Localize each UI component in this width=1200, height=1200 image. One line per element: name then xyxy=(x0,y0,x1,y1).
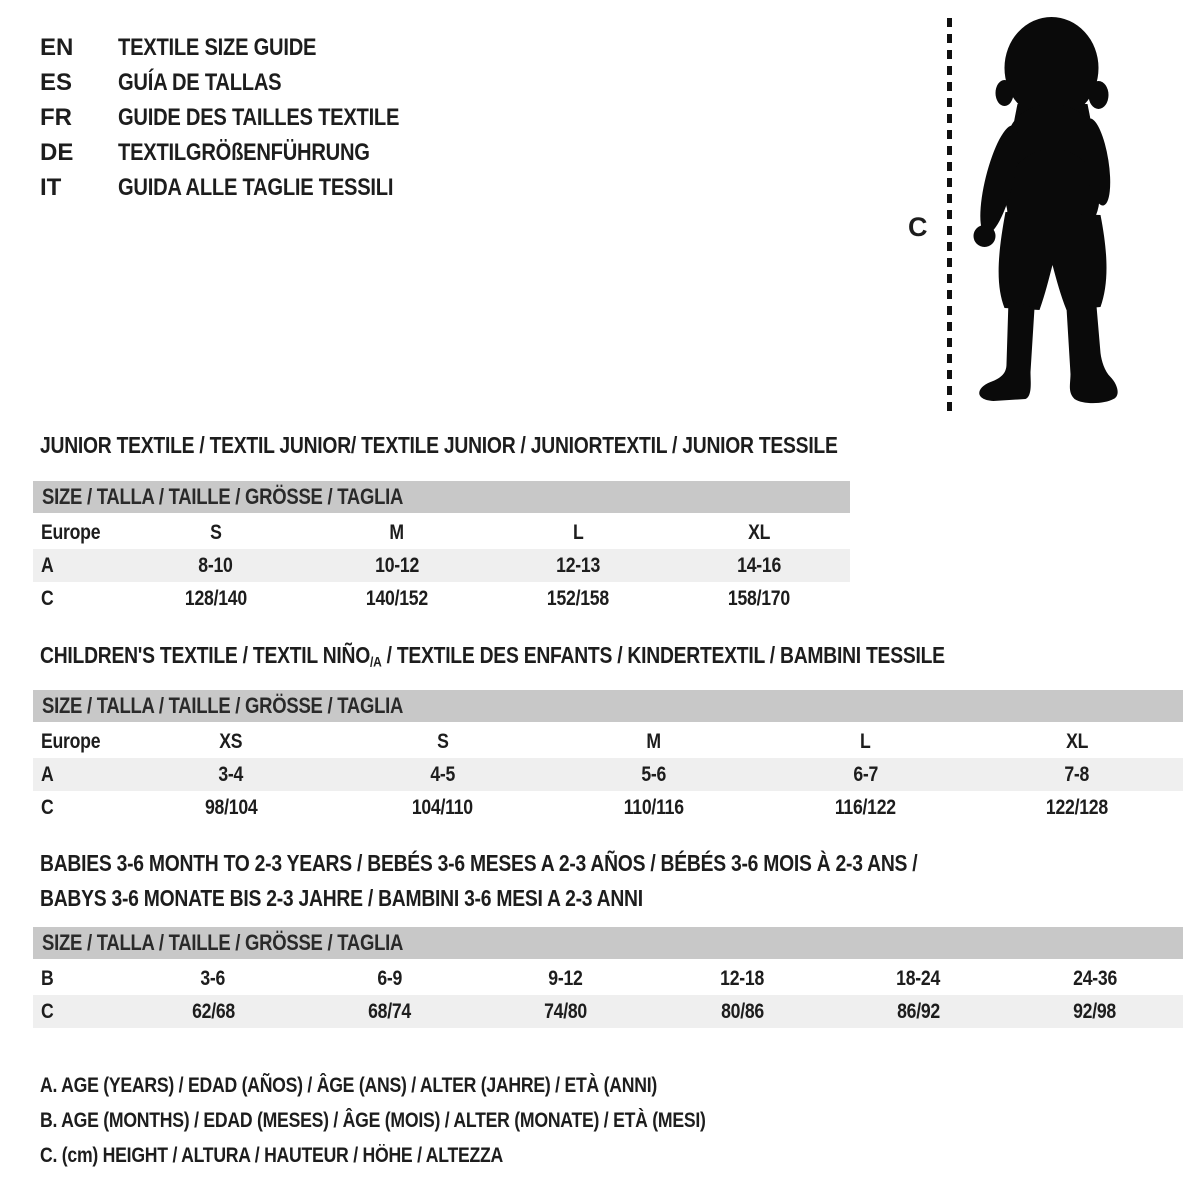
table-header-size xyxy=(33,927,1183,959)
lang-title: GUIDA ALLE TAGLIE TESSILI xyxy=(118,173,394,201)
table-row-age xyxy=(33,758,1183,791)
height-cell: 158/170 xyxy=(728,587,791,610)
months-cell: 9-12 xyxy=(548,967,583,990)
lang-title: TEXTILE SIZE GUIDE xyxy=(118,33,317,61)
table-row-height xyxy=(33,995,1183,1028)
table-row-height xyxy=(33,791,1183,824)
legend-line-b: B. AGE (MONTHS) / EDAD (MESES) / ÂGE (MOIS) / ALTER (MONATE) / ETÀ (MESI) xyxy=(40,1109,706,1132)
lang-title: GUÍA DE TALLAS xyxy=(118,68,282,96)
children-size-table xyxy=(33,690,1183,824)
junior-section-title xyxy=(40,428,990,463)
months-cell: 3-6 xyxy=(200,967,226,990)
size-cell: L xyxy=(572,521,584,544)
height-cell: 62/68 xyxy=(191,1000,235,1023)
height-cell: 116/122 xyxy=(835,796,897,819)
size-cell: XS xyxy=(219,730,243,753)
babies-section-title xyxy=(40,846,1085,916)
legend-line-c: C. (cm) HEIGHT / ALTURA / HAUTEUR / HÖHE / ALTEZZA xyxy=(40,1144,504,1167)
row-label: B xyxy=(41,967,54,990)
lang-code: ES xyxy=(40,68,73,96)
table-row-europe xyxy=(33,725,1183,758)
age-cell: 5-6 xyxy=(641,763,667,786)
size-cell: M xyxy=(646,730,662,753)
height-cell: 140/152 xyxy=(365,587,428,610)
height-cell: 86/92 xyxy=(897,1000,940,1023)
table-row-months xyxy=(33,962,1183,995)
age-cell: 6-7 xyxy=(853,763,878,786)
lang-code: IT xyxy=(40,173,62,201)
age-cell: 10-12 xyxy=(374,554,419,577)
height-cell: 98/104 xyxy=(204,796,258,819)
size-cell: M xyxy=(389,521,405,544)
table-header-text: SIZE / TALLA / TAILLE / GRÖSSE / TAGLIA xyxy=(42,484,404,509)
table-header-size xyxy=(33,690,1183,722)
table-header-size xyxy=(33,481,850,513)
lang-code: EN xyxy=(40,33,74,61)
row-label: Europe xyxy=(41,730,101,753)
row-label: A xyxy=(41,554,54,577)
age-cell: 4-5 xyxy=(430,763,455,786)
lang-title: GUIDE DES TAILLES TEXTILE xyxy=(118,103,400,131)
height-dashed-line xyxy=(947,18,952,416)
row-label: Europe xyxy=(41,521,101,544)
age-cell: 12-13 xyxy=(556,554,601,577)
size-cell: XL xyxy=(748,521,771,544)
junior-section-title-text: JUNIOR TEXTILE / TEXTIL JUNIOR/ TEXTILE JUNIOR / JUNIORTEXTIL / JUNIOR TESSILE xyxy=(40,432,838,458)
height-cell: 128/140 xyxy=(184,587,247,610)
lang-row-es xyxy=(40,65,453,100)
size-cell: XL xyxy=(1066,730,1089,753)
months-cell: 6-9 xyxy=(377,967,402,990)
height-cell: 92/98 xyxy=(1073,1000,1117,1023)
age-cell: 14-16 xyxy=(737,554,782,577)
lang-title: TEXTILGRÖßENFÜHRUNG xyxy=(118,138,370,166)
height-cell: 110/116 xyxy=(623,796,685,819)
language-title-list xyxy=(40,30,453,205)
lang-row-de xyxy=(40,135,453,170)
height-cell: 152/158 xyxy=(547,587,610,610)
legend xyxy=(40,1068,832,1173)
height-cell: 122/128 xyxy=(1046,796,1109,819)
children-section-title xyxy=(40,638,1117,681)
toddler-silhouette-icon xyxy=(962,12,1140,417)
table-row-europe xyxy=(33,516,850,549)
height-cell: 104/110 xyxy=(411,796,473,819)
lang-code: DE xyxy=(40,138,74,166)
height-cell: 80/86 xyxy=(720,1000,764,1023)
size-cell: L xyxy=(860,730,871,753)
table-header-text: SIZE / TALLA / TAILLE / GRÖSSE / TAGLIA xyxy=(42,930,404,955)
size-cell: S xyxy=(209,521,222,544)
children-section-title-text: CHILDREN'S TEXTILE / TEXTIL NIÑO/A / TEXTILE DES ENFANTS / KINDERTEXTIL / BAMBINI TESSILE xyxy=(40,642,945,671)
babies-title-line1: BABIES 3-6 MONTH TO 2-3 YEARS / BEBÉS 3-6 MESES A 2-3 AÑOS / BÉBÉS 3-6 MOIS À 2-3 ANS / xyxy=(40,850,918,876)
legend-line-a: A. AGE (YEARS) / EDAD (AÑOS) / ÂGE (ANS) / ALTER (JAHRE) / ETÀ (ANNI) xyxy=(40,1074,658,1097)
lang-code: FR xyxy=(40,103,72,131)
lang-row-en xyxy=(40,30,453,65)
lang-row-fr xyxy=(40,100,453,135)
size-cell: S xyxy=(436,730,449,753)
months-cell: 24-36 xyxy=(1072,967,1117,990)
lang-row-it xyxy=(40,170,453,205)
age-cell: 3-4 xyxy=(218,763,244,786)
row-label: A xyxy=(41,763,54,786)
babies-title-line2: BABYS 3-6 MONATE BIS 2-3 JAHRE / BAMBINI 3-6 MESI A 2-3 ANNI xyxy=(40,885,643,911)
junior-size-table xyxy=(33,481,850,615)
age-cell: 7-8 xyxy=(1064,763,1090,786)
row-label: C xyxy=(41,587,54,610)
table-row-age xyxy=(33,549,850,582)
table-header-text: SIZE / TALLA / TAILLE / GRÖSSE / TAGLIA xyxy=(42,693,404,718)
height-measure-label: C xyxy=(908,212,928,242)
months-cell: 12-18 xyxy=(720,967,765,990)
age-cell: 8-10 xyxy=(198,554,233,577)
table-row-height xyxy=(33,582,850,615)
babies-size-table xyxy=(33,927,1183,1028)
row-label: C xyxy=(41,796,54,819)
months-cell: 18-24 xyxy=(896,967,941,990)
row-label: C xyxy=(41,1000,54,1023)
height-cell: 74/80 xyxy=(544,1000,588,1023)
height-cell: 68/74 xyxy=(368,1000,411,1023)
